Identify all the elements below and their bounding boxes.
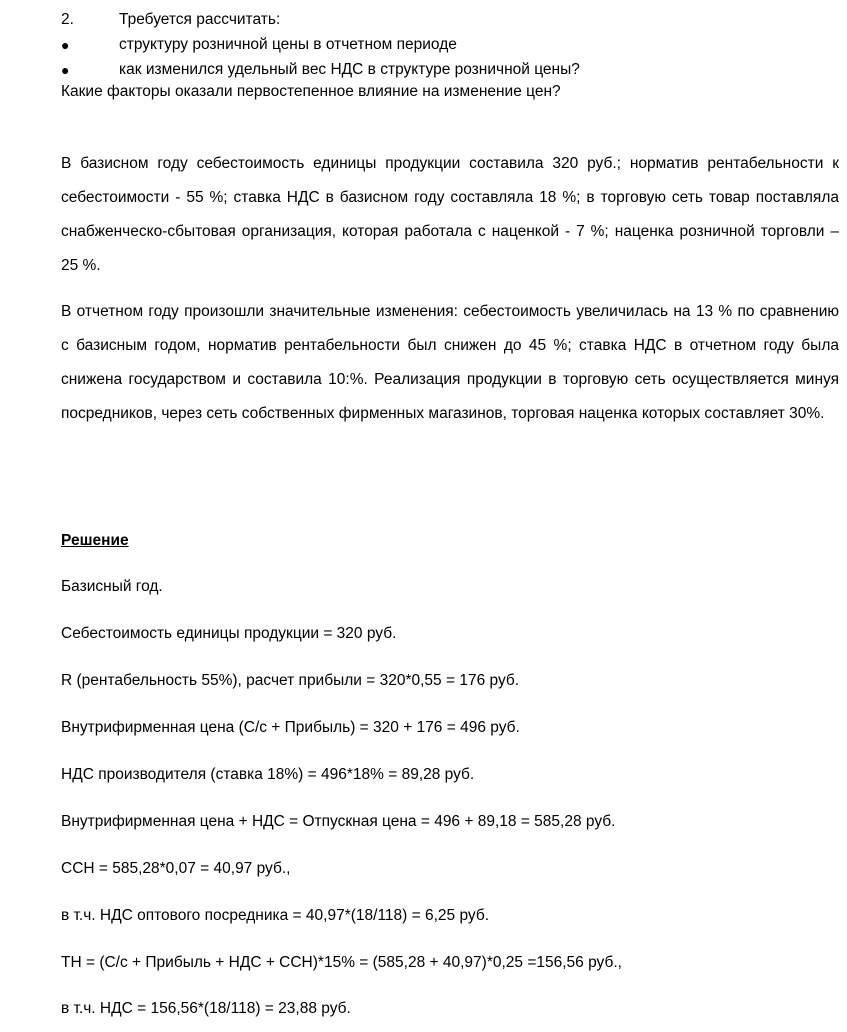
report-year-paragraph: В отчетном году произошли значительные изменения: себестоимость увеличилась на 13 % по сравнению с базисным годом, норматив рентабельности был снижен до 45 %; ставка НДС в отчетном году была снижена государством и составила 10:%. Реализация продукции в торговую сеть осуществляется минуя посредников, через сеть собственных фирменных магазинов, торговая наценка которых составляет 30%. [61,303,839,422]
solution-line: НДС производителя (ставка 18%) = 496*18% = 89,28 руб. [61,766,475,783]
bullet-text: как изменился удельный вес НДС в структуре розничной цены? [119,61,580,78]
item-number: 2. [61,11,74,28]
solution-line: ТН = (С/с + Прибыль + НДС + ССН)*15% = (585,28 + 40,97)*0,25 =156,56 руб., [61,954,622,971]
solution-line: ССН = 585,28*0,07 = 40,97 руб., [61,860,291,877]
bullet-icon: ● [61,37,70,53]
base-year-paragraph: В базисном году себестоимость единицы продукции составила 320 руб.; норматив рентабельности к себестоимости - 55 %; ставка НДС в базисном году составляла 18 %; в торговую сеть товар поставляла снабженческо-сбытовая организация, которая работала с наценкой - 7 %; наценка розничной торговли – 25 %. [61,155,839,274]
solution-line: Внутрифирменная цена (С/с + Прибыль) = 320 + 176 = 496 руб. [61,719,520,736]
solution-heading: Решение [61,532,129,549]
item-text: Требуется рассчитать: [119,11,281,28]
bullet-text: структуру розничной цены в отчетном периоде [119,36,457,53]
solution-line: в т.ч. НДС оптового посредника = 40,97*(18/118) = 6,25 руб. [61,907,490,924]
bullet-icon: ● [61,62,70,78]
solution-line: Базисный год. [61,578,163,595]
solution-line: в т.ч. НДС = 156,56*(18/118) = 23,88 руб. [61,1000,351,1017]
solution-line: Внутрифирменная цена + НДС = Отпускная цена = 496 + 89,18 = 585,28 руб. [61,813,616,830]
solution-line: R (рентабельность 55%), расчет прибыли = 320*0,55 = 176 руб. [61,672,520,689]
solution-line: Себестоимость единицы продукции = 320 руб. [61,625,397,642]
question-text: Какие факторы оказали первостепенное влияние на изменение цен? [61,83,561,100]
